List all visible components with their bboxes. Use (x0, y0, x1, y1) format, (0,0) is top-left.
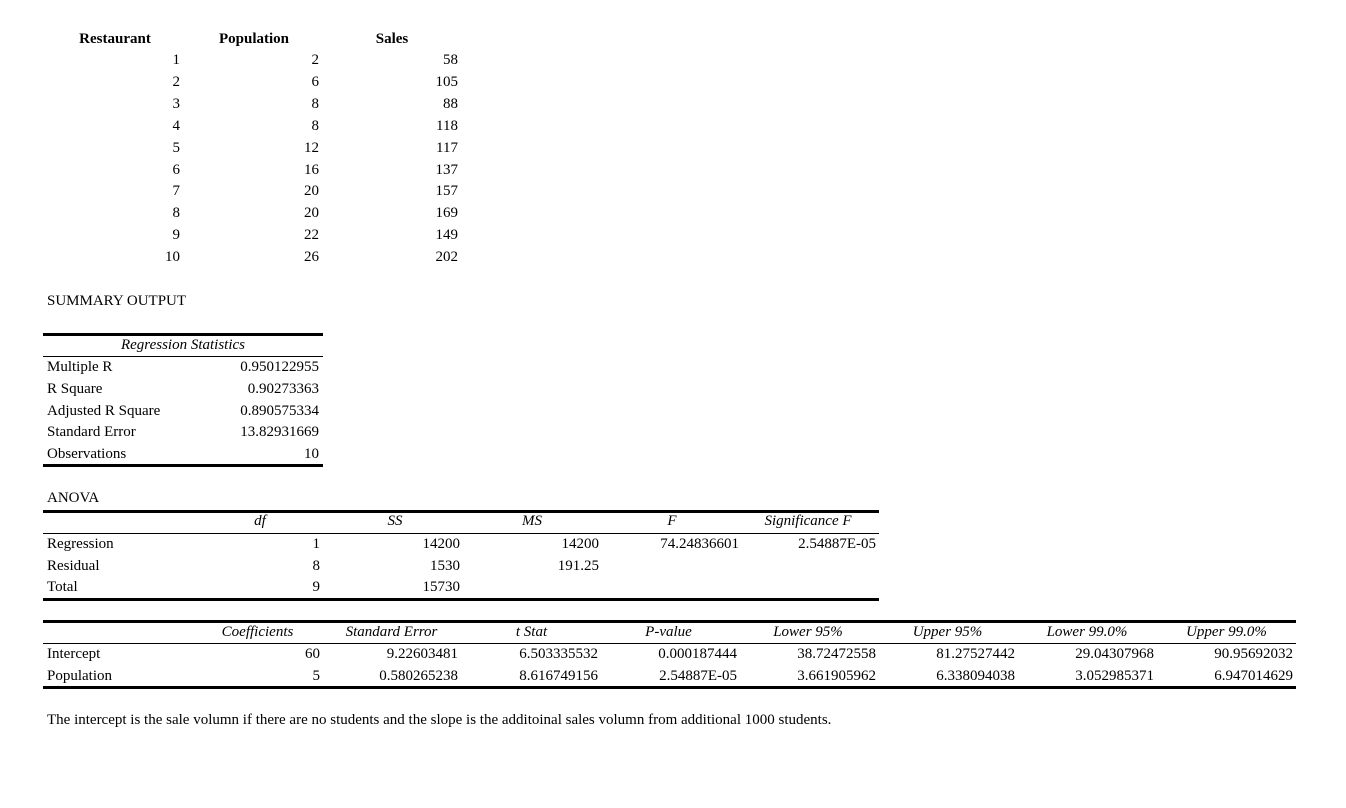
anova-cell: 14200 (561, 536, 599, 552)
statistic-label: Standard Error (47, 424, 136, 441)
divider (43, 643, 1296, 644)
coefficients-column-header: Upper 95% (912, 624, 983, 640)
statistic-value: 10 (304, 446, 319, 463)
coefficient-cell: 3.661905962 (797, 667, 876, 684)
data-cell: 1 (172, 52, 180, 68)
data-cell: 6 (172, 161, 180, 178)
statistic-value: 13.82931669 (240, 424, 319, 441)
statistic-value: 0.90273363 (247, 380, 319, 397)
coefficients-column-header: t Stat (515, 624, 548, 640)
data-cell: 9 (172, 227, 180, 244)
statistic-label: Observations (47, 446, 127, 463)
coefficients-column-header: Lower 99.0% (1046, 624, 1128, 640)
coefficient-cell: 0.580265238 (379, 667, 458, 684)
coefficient-cell: 3.052985371 (1075, 667, 1154, 684)
coefficients-column-header: Coefficients (221, 624, 294, 640)
data-cell: 8 (172, 205, 180, 222)
data-cell: 8 (311, 95, 319, 112)
data-cell: 22 (304, 227, 319, 244)
coefficients-column-header: Lower 95% (773, 624, 843, 640)
statistic-label: Multiple R (47, 359, 113, 375)
data-cell: 20 (304, 183, 319, 200)
data-cell: 2 (311, 52, 319, 68)
population-header: Population (218, 31, 290, 47)
coefficient-cell: 6.503335532 (519, 646, 598, 662)
divider (43, 356, 323, 357)
coefficient-cell: 8.616749156 (519, 667, 598, 684)
anova-cell: 9 (312, 579, 320, 595)
coefficient-cell: 9.22603481 (386, 646, 458, 662)
anova-cell: 1 (312, 536, 320, 552)
data-cell: 7 (172, 183, 180, 200)
coefficients-column-header: P-value (645, 624, 692, 640)
data-cell: 118 (436, 117, 458, 134)
data-cell: 58 (443, 52, 458, 68)
data-cell: 5 (172, 139, 180, 156)
data-cell: 4 (172, 117, 180, 134)
divider (43, 598, 879, 601)
data-cell: 2 (172, 73, 180, 90)
coefficient-cell: 60 (305, 646, 320, 662)
data-cell: 8 (311, 117, 319, 134)
anova-column-header: df (254, 513, 266, 529)
anova-title: ANOVA (47, 490, 100, 506)
divider (43, 533, 879, 534)
anova-cell: 191.25 (557, 557, 599, 574)
data-cell: 105 (435, 73, 458, 90)
data-cell: 169 (435, 205, 458, 222)
coefficient-cell: 29.04307968 (1075, 646, 1154, 662)
anova-cell: 1530 (430, 557, 460, 574)
coefficient-cell: 81.27527442 (936, 646, 1015, 662)
coefficient-cell: 5 (312, 667, 320, 684)
data-cell: 117 (436, 139, 458, 156)
divider (43, 686, 1296, 689)
anova-cell: 15730 (422, 579, 460, 595)
coefficient-row-label: Intercept (47, 646, 101, 662)
coefficient-cell: 6.947014629 (1214, 667, 1293, 684)
anova-cell: 14200 (422, 536, 460, 552)
data-cell: 20 (304, 205, 319, 222)
data-cell: 137 (435, 161, 458, 178)
data-cell: 157 (435, 183, 458, 200)
data-cell: 12 (304, 139, 319, 156)
data-cell: 3 (172, 95, 180, 112)
coefficient-row-label: Population (47, 667, 113, 684)
coefficients-column-header: Upper 99.0% (1186, 624, 1267, 640)
anova-column-header: SS (387, 513, 403, 529)
sales-header: Sales (375, 31, 409, 47)
data-cell: 26 (304, 249, 319, 266)
summary-title: SUMMARY OUTPUT (47, 293, 187, 309)
statistic-value: 0.950122955 (240, 359, 319, 375)
coefficient-cell: 38.72472558 (797, 646, 876, 662)
coefficient-cell: 90.95692032 (1214, 646, 1293, 662)
restaurant-header: Restaurant (79, 31, 151, 47)
anova-cell: 2.54887E-05 (798, 536, 876, 552)
regression-statistics-header: Regression Statistics (120, 337, 246, 353)
coefficient-cell: 0.000187444 (658, 646, 737, 662)
interpretation-note: The intercept is the sale volumn if there are no students and the slope is the additoinal sales volumn from additional 1000 students. (47, 712, 832, 728)
coefficients-column-header: Standard Error (345, 624, 438, 640)
statistic-value: 0.890575334 (240, 402, 319, 419)
coefficient-cell: 2.54887E-05 (659, 667, 737, 684)
anova-cell: 74.24836601 (660, 536, 739, 552)
statistic-label: R Square (47, 380, 103, 397)
coefficient-cell: 6.338094038 (936, 667, 1015, 684)
anova-column-header: F (667, 513, 677, 529)
data-cell: 16 (304, 161, 319, 178)
anova-column-header: MS (522, 513, 542, 529)
statistic-label: Adjusted R Square (47, 402, 161, 419)
data-cell: 202 (435, 249, 458, 266)
anova-row-label: Residual (47, 557, 100, 574)
anova-column-header: Significance F (764, 513, 852, 529)
data-cell: 10 (165, 249, 180, 266)
data-cell: 149 (435, 227, 458, 244)
divider (43, 464, 323, 467)
anova-row-label: Regression (47, 536, 114, 552)
anova-row-label: Total (47, 579, 78, 595)
data-cell: 88 (443, 95, 458, 112)
data-cell: 6 (311, 73, 319, 90)
anova-cell: 8 (312, 557, 320, 574)
